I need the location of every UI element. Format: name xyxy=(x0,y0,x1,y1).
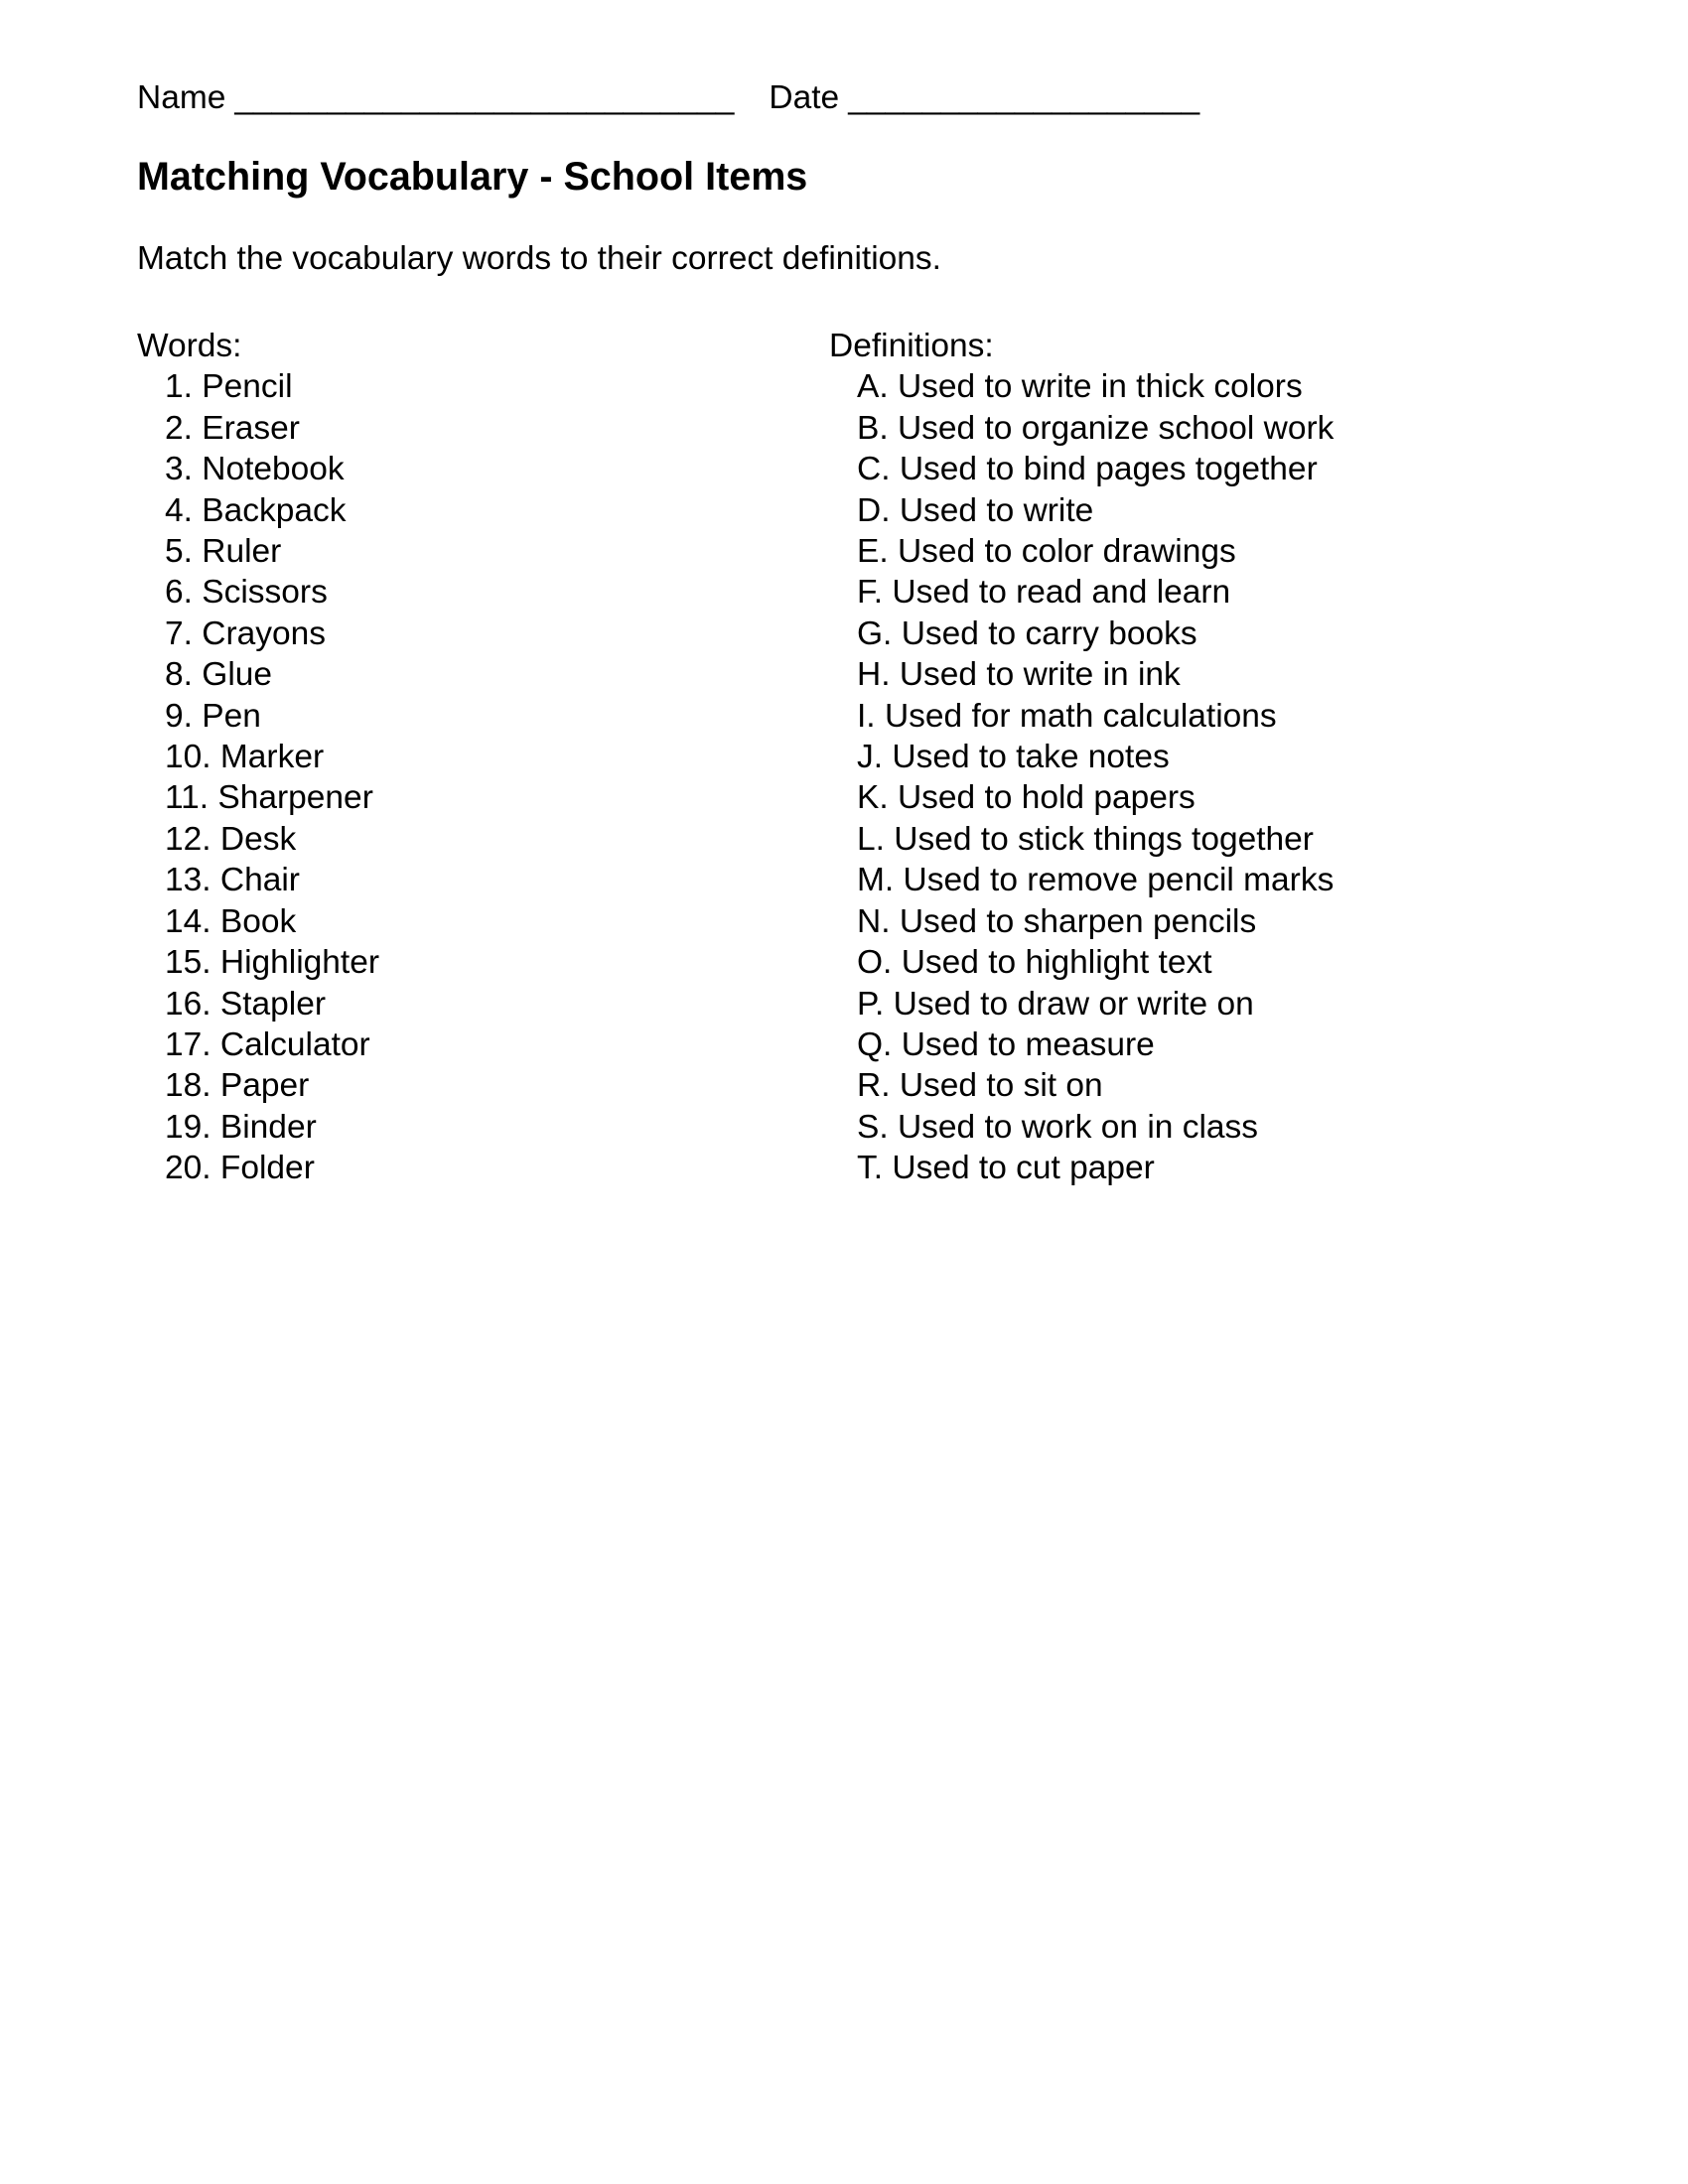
definition-letter: C. xyxy=(857,451,891,488)
definition-letter: A. xyxy=(857,368,889,406)
word-item xyxy=(165,901,829,942)
word-item xyxy=(165,449,829,489)
definitions-list xyxy=(829,366,1334,1188)
word-number: 14. xyxy=(165,902,211,940)
definition-letter: T. xyxy=(857,1150,884,1187)
definition-letter: O. xyxy=(857,944,893,982)
word-item xyxy=(165,860,829,900)
definition-item xyxy=(857,1065,1334,1106)
definition-letter: J. xyxy=(857,739,884,776)
word-number: 3. xyxy=(165,451,193,488)
definition-letter: B. xyxy=(857,409,889,447)
definition-text: Used to highlight text xyxy=(901,944,1212,982)
word-item xyxy=(165,819,829,860)
definition-item xyxy=(857,819,1334,860)
word-number: 12. xyxy=(165,820,211,858)
definition-item xyxy=(857,449,1334,489)
word-item xyxy=(165,1065,829,1106)
definition-item xyxy=(857,901,1334,942)
word-text: Scissors xyxy=(202,574,328,612)
definition-item xyxy=(857,1107,1334,1148)
word-item xyxy=(165,366,829,407)
definition-text: Used to measure xyxy=(901,1025,1155,1063)
word-item xyxy=(165,531,829,572)
definition-letter: P. xyxy=(857,985,885,1023)
page-title: Matching Vocabulary - School Items xyxy=(137,155,808,199)
definition-item xyxy=(857,614,1334,654)
word-number: 13. xyxy=(165,862,211,899)
definition-item xyxy=(857,942,1334,983)
word-item xyxy=(165,614,829,654)
word-item xyxy=(165,572,829,613)
matching-columns xyxy=(137,326,1334,1189)
name-date-row xyxy=(137,77,1199,118)
word-number: 8. xyxy=(165,656,193,694)
definition-item xyxy=(857,366,1334,407)
definition-text: Used to carry books xyxy=(901,614,1197,652)
date-blank-line: ___________________ xyxy=(848,79,1200,116)
word-number: 17. xyxy=(165,1025,211,1063)
words-heading: Words: xyxy=(137,328,242,364)
definitions-heading: Definitions: xyxy=(829,328,994,364)
definition-item xyxy=(857,777,1334,818)
word-number: 2. xyxy=(165,409,193,447)
definition-text: Used to read and learn xyxy=(892,574,1231,612)
definition-item xyxy=(857,1024,1334,1065)
definition-item xyxy=(857,490,1334,531)
words-column xyxy=(137,326,829,1189)
definition-letter: M. xyxy=(857,862,895,899)
definition-letter: E. xyxy=(857,533,889,571)
word-text: Calculator xyxy=(219,1025,370,1063)
definition-text: Used to organize school work xyxy=(897,409,1335,447)
word-number: 5. xyxy=(165,533,193,571)
definition-text: Used to stick things together xyxy=(894,820,1314,858)
word-number: 15. xyxy=(165,944,211,982)
word-text: Highlighter xyxy=(219,944,380,982)
words-list xyxy=(137,366,829,1188)
definition-item xyxy=(857,1148,1334,1188)
definition-item xyxy=(857,654,1334,695)
definition-letter: N. xyxy=(857,902,891,940)
word-item xyxy=(165,1024,829,1065)
word-item xyxy=(165,408,829,449)
definition-text: Used to write xyxy=(899,491,1094,529)
definition-letter: F. xyxy=(857,574,884,612)
definition-text: Used to sharpen pencils xyxy=(899,902,1257,940)
definition-item xyxy=(857,531,1334,572)
word-number: 16. xyxy=(165,985,211,1023)
definition-item xyxy=(857,737,1334,777)
definition-item xyxy=(857,408,1334,449)
definition-item xyxy=(857,860,1334,900)
word-text: Eraser xyxy=(202,409,300,447)
definition-letter: G. xyxy=(857,614,893,652)
definition-text: Used to draw or write on xyxy=(893,985,1254,1023)
word-number: 18. xyxy=(165,1067,211,1105)
definition-text: Used to take notes xyxy=(892,739,1170,776)
definitions-column xyxy=(829,326,1334,1189)
name-label: Name xyxy=(137,79,226,116)
definition-letter: I. xyxy=(857,697,876,735)
word-text: Crayons xyxy=(202,614,327,652)
word-text: Binder xyxy=(219,1108,317,1146)
definition-text: Used to write in ink xyxy=(899,656,1181,694)
word-item xyxy=(165,654,829,695)
word-item xyxy=(165,942,829,983)
definition-letter: Q. xyxy=(857,1025,893,1063)
definition-letter: R. xyxy=(857,1067,891,1105)
word-number: 20. xyxy=(165,1150,211,1187)
instruction-text: Match the vocabulary words to their correct definitions. xyxy=(137,240,941,277)
word-text: Stapler xyxy=(219,985,327,1023)
word-text: Folder xyxy=(219,1150,315,1187)
definition-letter: D. xyxy=(857,491,891,529)
word-item xyxy=(165,1107,829,1148)
definition-item xyxy=(857,696,1334,737)
word-text: Glue xyxy=(202,656,273,694)
word-text: Ruler xyxy=(202,533,282,571)
definition-text: Used to color drawings xyxy=(897,533,1236,571)
definition-letter: L. xyxy=(857,820,885,858)
definition-text: Used to cut paper xyxy=(892,1150,1155,1187)
date-label: Date xyxy=(769,79,840,116)
word-text: Pencil xyxy=(202,368,293,406)
definition-item xyxy=(857,572,1334,613)
word-text: Paper xyxy=(219,1067,310,1105)
word-number: 1. xyxy=(165,368,193,406)
word-number: 19. xyxy=(165,1108,211,1146)
word-item xyxy=(165,984,829,1024)
word-text: Marker xyxy=(219,739,325,776)
word-item xyxy=(165,737,829,777)
definition-letter: K. xyxy=(857,779,889,817)
name-blank-line: ___________________________ xyxy=(234,79,735,116)
definition-letter: H. xyxy=(857,656,891,694)
definition-letter: S. xyxy=(857,1108,889,1146)
word-text: Desk xyxy=(219,820,297,858)
word-text: Book xyxy=(219,902,297,940)
definition-text: Used for math calculations xyxy=(884,697,1277,735)
word-number: 9. xyxy=(165,697,193,735)
word-text: Pen xyxy=(202,697,261,735)
definition-text: Used to bind pages together xyxy=(899,451,1318,488)
word-item xyxy=(165,1148,829,1188)
word-item xyxy=(165,490,829,531)
definition-text: Used to hold papers xyxy=(897,779,1196,817)
word-number: 4. xyxy=(165,491,193,529)
word-item xyxy=(165,777,829,818)
word-text: Chair xyxy=(219,862,300,899)
word-text: Notebook xyxy=(202,451,345,488)
definition-text: Used to remove pencil marks xyxy=(903,862,1335,899)
definition-text: Used to write in thick colors xyxy=(897,368,1303,406)
word-item xyxy=(165,696,829,737)
definition-text: Used to sit on xyxy=(899,1067,1103,1105)
word-number: 10. xyxy=(165,739,211,776)
word-text: Backpack xyxy=(202,491,347,529)
definition-text: Used to work on in class xyxy=(897,1108,1259,1146)
word-number: 11. xyxy=(165,779,210,817)
word-text: Sharpener xyxy=(217,779,373,817)
word-number: 6. xyxy=(165,574,193,612)
definition-item xyxy=(857,984,1334,1024)
word-number: 7. xyxy=(165,614,193,652)
